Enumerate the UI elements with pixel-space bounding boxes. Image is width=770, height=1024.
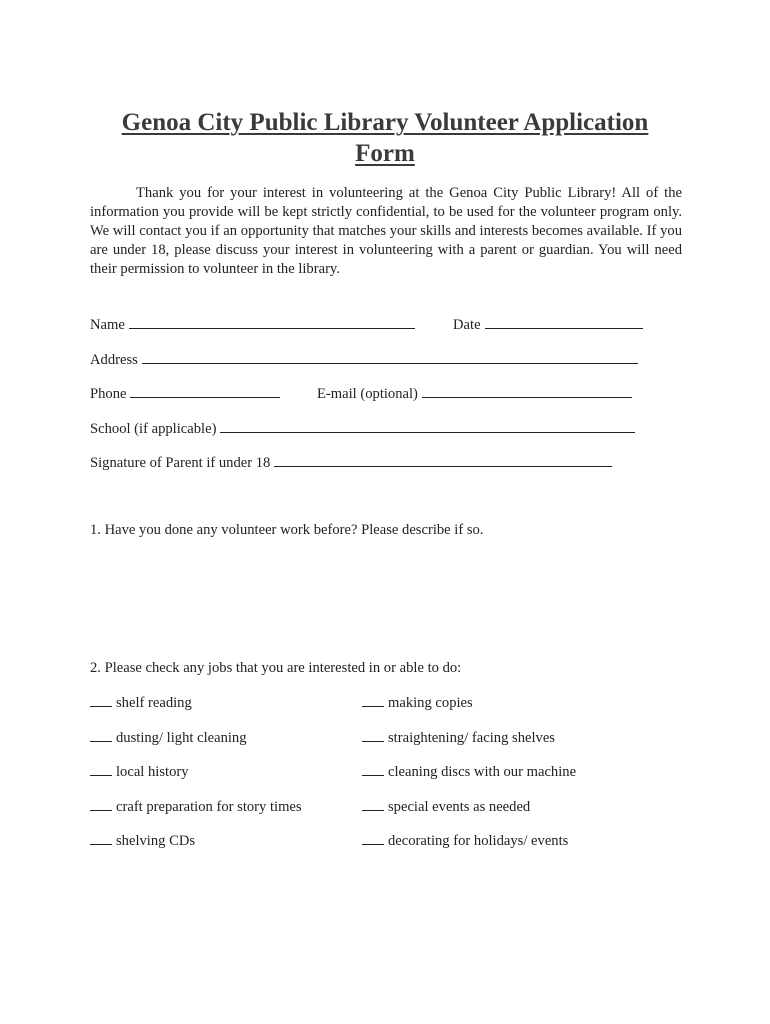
checkbox-blank[interactable] <box>362 693 384 707</box>
job-label: shelf reading <box>116 695 192 711</box>
form-title: Genoa City Public Library Volunteer Application Form <box>121 109 649 167</box>
job-option[interactable] <box>362 762 576 781</box>
school-row <box>90 418 635 438</box>
signature-row <box>90 452 612 472</box>
address-field[interactable] <box>142 349 638 364</box>
job-option[interactable] <box>90 693 192 712</box>
job-label: shelving CDs <box>116 833 196 849</box>
school-label: School (if applicable) <box>90 421 217 437</box>
job-option[interactable] <box>90 762 189 781</box>
checkbox-blank[interactable] <box>362 728 384 742</box>
school-field[interactable] <box>220 418 635 433</box>
job-option[interactable] <box>362 831 568 850</box>
question-2: 2. Please check any jobs that you are interested in or able to do: <box>90 660 462 676</box>
checkbox-blank[interactable] <box>90 797 112 811</box>
job-option[interactable] <box>90 797 302 816</box>
checkbox-blank[interactable] <box>362 797 384 811</box>
intro-paragraph <box>90 184 682 279</box>
date-label: Date <box>453 317 481 333</box>
checkbox-blank[interactable] <box>362 831 384 845</box>
phone-row <box>90 383 280 403</box>
checkbox-blank[interactable] <box>90 728 112 742</box>
name-row <box>90 314 415 334</box>
email-field[interactable] <box>422 383 632 398</box>
name-label: Name <box>90 317 125 333</box>
job-label: local history <box>116 764 189 780</box>
phone-label: Phone <box>90 386 127 402</box>
job-label: dusting/ light cleaning <box>116 730 247 746</box>
job-label: making copies <box>388 695 473 711</box>
email-row <box>317 383 632 403</box>
checkbox-blank[interactable] <box>90 693 112 707</box>
checkbox-blank[interactable] <box>362 762 384 776</box>
address-label: Address <box>90 352 138 368</box>
job-label: straightening/ facing shelves <box>388 730 555 746</box>
job-option[interactable] <box>90 728 247 747</box>
job-label: decorating for holidays/ events <box>388 833 569 849</box>
address-row <box>90 349 638 369</box>
date-row <box>453 314 643 334</box>
checkbox-blank[interactable] <box>90 762 112 776</box>
job-option[interactable] <box>90 831 195 850</box>
email-label: E-mail (optional) <box>317 386 418 402</box>
job-label: special events as needed <box>388 799 531 815</box>
question-1: 1. Have you done any volunteer work before? Please describe if so. <box>90 522 484 538</box>
name-field[interactable] <box>129 314 415 329</box>
job-label: cleaning discs with our machine <box>388 764 577 780</box>
checkbox-blank[interactable] <box>90 831 112 845</box>
signature-field[interactable] <box>274 452 612 467</box>
phone-field[interactable] <box>130 383 280 398</box>
job-label: craft preparation for story times <box>116 799 302 815</box>
job-option[interactable] <box>362 797 530 816</box>
job-option[interactable] <box>362 693 473 712</box>
date-field[interactable] <box>485 314 643 329</box>
job-option[interactable] <box>362 728 555 747</box>
signature-label: Signature of Parent if under 18 <box>90 455 271 471</box>
intro-text: Thank you for your interest in volunteering at the Genoa City Public Library! All of the information you provide will be kept strictly confidential, to be used for the volunteer program only. We will contact you if an opportunity that matches your skills and interests becomes available. If you are under 18, please discuss your interest in volunteering with a parent or guardian. You will need their permission to volunteer in the library. <box>90 185 682 277</box>
